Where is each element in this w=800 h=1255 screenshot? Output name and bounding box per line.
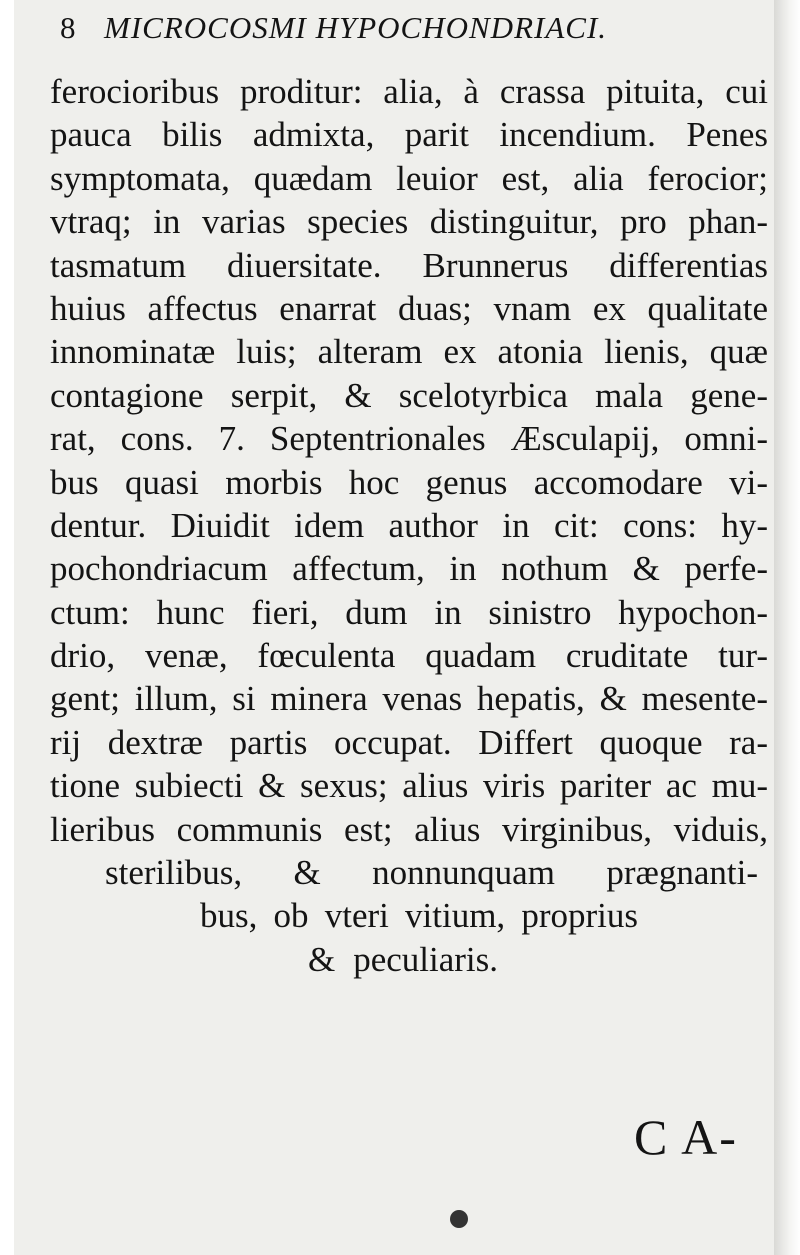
text-line: tione subiecti & sexus; alius viris pariter ac mu- [50, 766, 768, 806]
text-line: rij dextræ partis occupat. Differt quoque ra- [50, 722, 768, 762]
text-line: symptomata, quædam leuior est, alia ferocior; [50, 158, 768, 198]
ink-dot [450, 1210, 468, 1228]
text-line: pochondriacum affectum, in nothum & perfe- [50, 549, 768, 589]
text-line: & peculiaris. [308, 939, 498, 979]
text-line: huius affectus enarrat duas; vnam ex qualitate [50, 288, 768, 328]
text-line: contagione serpit, & scelotyrbica mala gene- [50, 375, 768, 415]
text-line: vtraq; in varias species distinguitur, pro phan- [50, 202, 768, 242]
text-line: lieribus communis est; alius virginibus, viduis, [50, 809, 768, 849]
text-line: rat, cons. 7. Septentrionales Æsculapij, omni- [50, 419, 768, 459]
text-line: ferocioribus proditur: alia, à crassa pituita, cui [50, 72, 768, 111]
catchword: C A- [634, 1109, 738, 1165]
text-line: ctum: hunc fieri, dum in sinistro hypochon- [50, 592, 768, 632]
text-block [50, 70, 768, 981]
page-number: 8 [60, 10, 77, 45]
text-line: innominatæ luis; alteram ex atonia lienis, quæ [50, 332, 768, 372]
page-right-edge [774, 0, 800, 1255]
text-line: drio, venæ, fœculenta quadam cruditate tur- [50, 636, 768, 676]
text-line: tasmatum diuersitate. Brunnerus differentias [50, 245, 768, 285]
text-line: sterilibus, & nonnunquam prægnanti- [105, 853, 758, 893]
text-line: bus quasi morbis hoc genus accomodare vi- [50, 462, 768, 502]
text-line: dentur. Diuidit idem author in cit: cons: hy- [50, 505, 768, 545]
text-line: bus, ob vteri vitium, proprius [200, 896, 638, 936]
running-title: MICROCOSMI HYPOCHONDRIACI. [104, 10, 608, 45]
running-header [60, 10, 700, 50]
text-line: gent; illum, si minera venas hepatis, & mesente- [50, 679, 768, 719]
text-line: pauca bilis admixta, parit incendium. Penes [50, 115, 768, 155]
page-left-edge [0, 0, 14, 1255]
